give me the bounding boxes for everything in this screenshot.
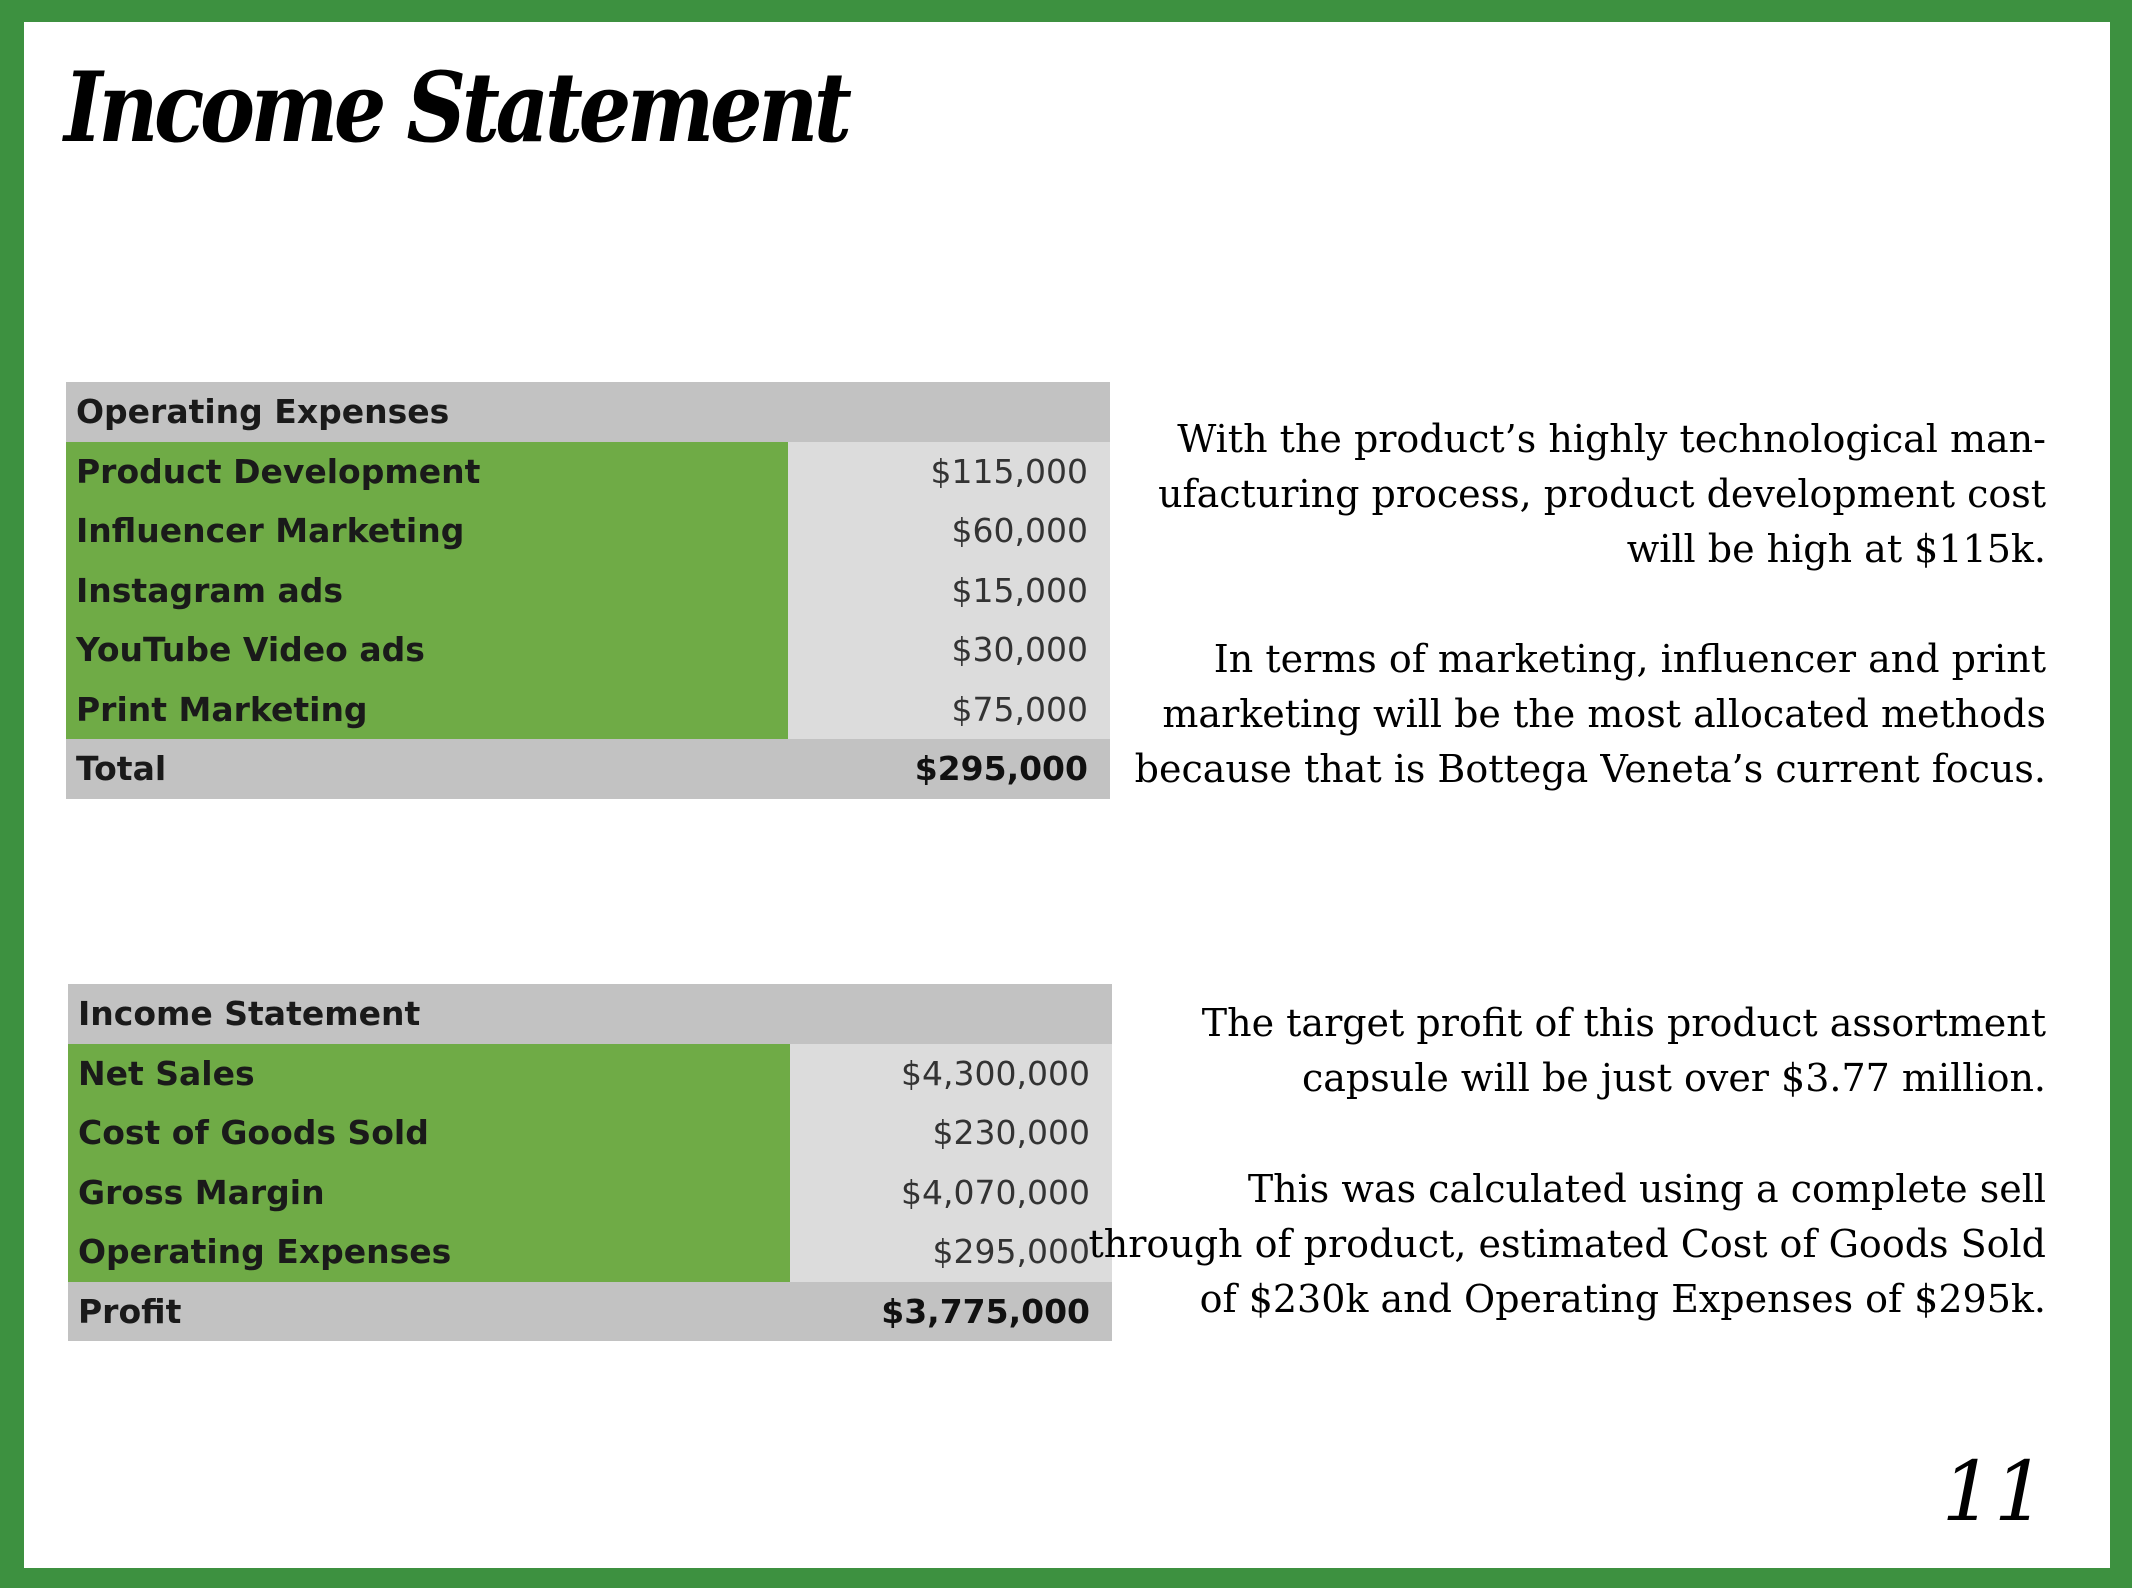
slide-title: Income Statement (64, 51, 848, 164)
target-profit-paragraph: The target profit of this product assortment capsule will be just over $3.77 million. (1201, 1001, 2046, 1100)
row-label: Cost of Goods Sold (68, 1103, 790, 1163)
row-label: Instagram ads (66, 561, 788, 621)
row-value: $30,000 (788, 620, 1110, 680)
marketing-paragraph: In terms of marketing, influencer and print marketing will be the most allocated methods because that is Bottega Veneta’s current focus. (1134, 637, 2046, 791)
row-label: Net Sales (68, 1044, 790, 1104)
row-label: Print Marketing (66, 680, 788, 740)
row-value: $115,000 (788, 442, 1110, 502)
total-value: $295,000 (788, 739, 1110, 799)
table-row (68, 1103, 1112, 1163)
row-value: $4,070,000 (790, 1163, 1112, 1223)
row-label: Influencer Marketing (66, 501, 788, 561)
table-row (66, 442, 1110, 502)
table-total-row (68, 1282, 1112, 1342)
table-header-value (790, 984, 1112, 1044)
product-development-paragraph: With the product’s highly technological man-ufacturing process, product development cost will be high at $115k. (1158, 417, 2046, 571)
total-label: Total (66, 739, 788, 799)
table-row (66, 501, 1110, 561)
row-value: $295,000 (790, 1222, 1112, 1282)
table-header-row (68, 984, 1112, 1044)
table-row (68, 1222, 1112, 1282)
total-value: $3,775,000 (790, 1282, 1112, 1342)
row-value: $15,000 (788, 561, 1110, 621)
row-label: Product Development (66, 442, 788, 502)
operating-expenses-table (66, 382, 1110, 799)
calculation-paragraph: This was calculated using a complete sell through of product, estimated Cost of Goods Sold of $230k and Operating Expenses of $295k. (1088, 1167, 2046, 1321)
row-label: YouTube Video ads (66, 620, 788, 680)
row-value: $60,000 (788, 501, 1110, 561)
table-row (66, 561, 1110, 621)
table-row (66, 620, 1110, 680)
row-value: $4,300,000 (790, 1044, 1112, 1104)
slide (24, 22, 2110, 1568)
row-value: $230,000 (790, 1103, 1112, 1163)
table-row (68, 1044, 1112, 1104)
table-header-value (788, 382, 1110, 442)
income-statement-table (68, 984, 1112, 1341)
table-row (66, 680, 1110, 740)
total-label: Profit (68, 1282, 790, 1342)
row-label: Gross Margin (68, 1163, 790, 1223)
row-value: $75,000 (788, 680, 1110, 740)
row-label: Operating Expenses (68, 1222, 790, 1282)
table-row (68, 1163, 1112, 1223)
table-header-row (66, 382, 1110, 442)
table-header: Operating Expenses (66, 382, 788, 442)
page-number: 11 (1941, 1445, 2046, 1540)
table-header: Income Statement (68, 984, 790, 1044)
table-total-row (66, 739, 1110, 799)
